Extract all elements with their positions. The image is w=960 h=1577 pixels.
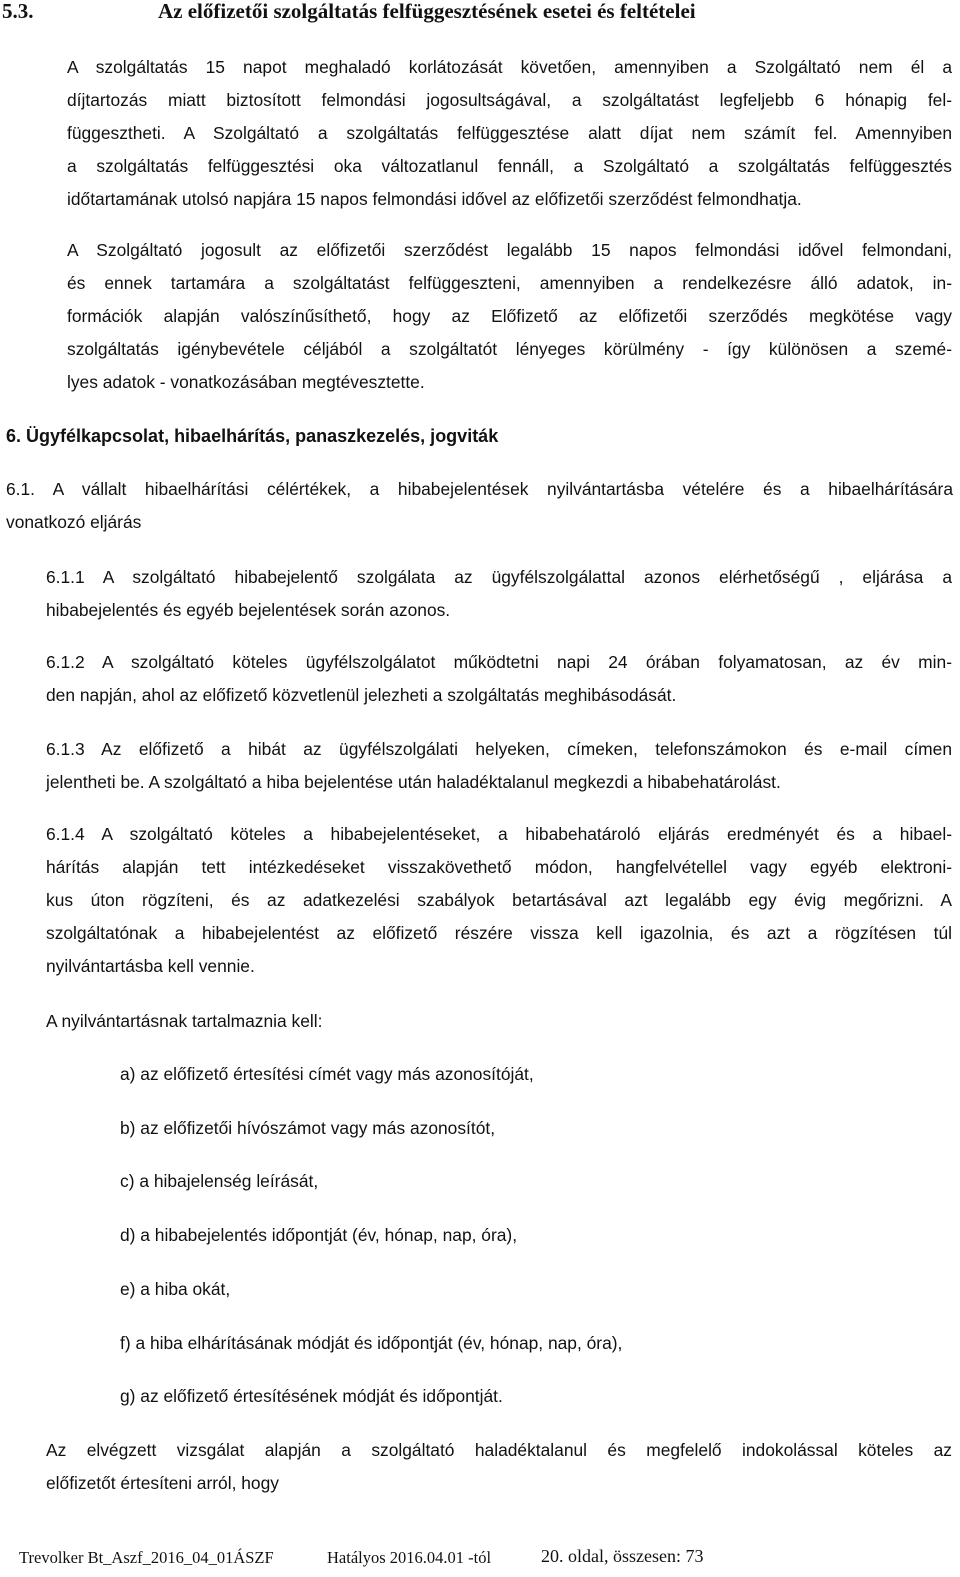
paragraph-line: lyes adatok - vonatkozásában megtévesztette.: [67, 372, 425, 392]
section-number-5-3: 5.3.: [2, 0, 34, 23]
list-item: g) az előfizető értesítésének módját és időpontját.: [120, 1386, 503, 1406]
paragraph-line: szolgáltatás igénybevétele céljából a szolgáltatót lényeges körülmény - így különösen a szemé-: [67, 339, 952, 359]
list-item: d) a hibabejelentés időpontját (év, hónap, nap, óra),: [120, 1225, 518, 1245]
paragraph-line: 6.1.2 A szolgáltató köteles ügyfélszolgálatot működtetni napi 24 órában folyamatosan, az év min-: [46, 652, 952, 672]
list-item: a) az előfizető értesítési címét vagy más azonosítóját,: [120, 1064, 534, 1084]
paragraph-line: 6.1.4 A szolgáltató köteles a hibabejelentéseket, a hibabehatároló eljárás eredményét és a hibael-: [46, 824, 952, 844]
paragraph-line: Az elvégzett vizsgálat alapján a szolgáltató haladéktalanul és megfelelő indokolással köteles az: [46, 1440, 952, 1460]
paragraph-line: és ennek tartamára a szolgáltatást felfüggeszteni, amennyiben a rendelkezésre álló adatok, in-: [67, 273, 952, 293]
list-item: b) az előfizetői hívószámot vagy más azonosítót,: [120, 1118, 496, 1138]
paragraph-line: előfizetőt értesíteni arról, hogy: [46, 1473, 279, 1493]
list-intro: A nyilvántartásnak tartalmaznia kell:: [46, 1011, 323, 1031]
paragraph-line: időtartamának utolsó napjára 15 napos felmondási idővel az előfizetői szerződést felmondhatja.: [67, 189, 802, 209]
section-title-6: 6. Ügyfélkapcsolat, hibaelhárítás, panaszkezelés, jogviták: [6, 426, 499, 446]
list-item: e) a hiba okát,: [120, 1279, 231, 1299]
paragraph-line: függesztheti. A Szolgáltató a szolgáltatás felfüggesztése alatt díjat nem számít fel. Amennyiben: [67, 123, 952, 143]
footer-doc-id: Trevolker Bt_Aszf_2016_04_01ÁSZF: [19, 1548, 274, 1567]
paragraph-line: díjtartozás miatt biztosított felmondási jogosultságával, a szolgáltatást legfeljebb 6 hónapig fel-: [67, 90, 952, 110]
section-title-5-3: Az előfizetői szolgáltatás felfüggesztésének esetei és feltételei: [158, 0, 696, 23]
paragraph-line: 6.1.1 A szolgáltató hibabejelentő szolgálata az ügyfélszolgálattal azonos elérhetőségű , eljárása a: [46, 567, 952, 587]
footer-page-number: 20. oldal, összesen: 73: [541, 1546, 704, 1566]
paragraph-line: hárítás alapján tett intézkedéseket visszakövethető módon, hangfelvétellel vagy egyéb elektroni-: [46, 857, 952, 877]
paragraph-line: jelentheti be. A szolgáltató a hiba bejelentése után haladéktalanul megkezdi a hibabehatárolást.: [46, 772, 781, 792]
list-item: f) a hiba elhárításának módját és időpontját (év, hónap, nap, óra),: [120, 1333, 623, 1353]
paragraph-line: formációk alapján valószínűsíthető, hogy az Előfizető az előfizetői szerződés megkötése vagy: [67, 306, 952, 326]
paragraph-line: 6.1.3 Az előfizető a hibát az ügyfélszolgálati helyeken, címeken, telefonszámokon és e-mail címen: [46, 739, 952, 759]
paragraph-line: a szolgáltatás felfüggesztési oka változatlanul fennáll, a Szolgáltató a szolgáltatás felfüggesztés: [67, 156, 952, 176]
subsection-title-6-1: 6.1. A vállalt hibaelhárítási célértékek, a hibabejelentések nyilvántartásba vételére és a hibaelhárítására: [6, 479, 953, 499]
list-item: c) a hibajelenség leírását,: [120, 1171, 319, 1191]
paragraph-line: A Szolgáltató jogosult az előfizetői szerződést legalább 15 napos felmondási idővel felmondani,: [67, 240, 952, 260]
paragraph-line: kus úton rögzíteni, és az adatkezelési szabályok betartásával azt legalább egy évig megőrizni. A: [46, 890, 952, 910]
paragraph-line: nyilvántartásba kell vennie.: [46, 956, 255, 976]
paragraph-line: szolgáltatónak a hibabejelentést az előfizető részére vissza kell igazolnia, és azt a rögzítésen túl: [46, 923, 952, 943]
paragraph-line: A szolgáltatás 15 napot meghaladó korlátozását követően, amennyiben a Szolgáltató nem él a: [67, 57, 952, 77]
paragraph-line: hibabejelentés és egyéb bejelentések során azonos.: [46, 600, 451, 620]
subsection-title-6-1: vonatkozó eljárás: [6, 512, 142, 532]
paragraph-line: den napján, ahol az előfizető közvetlenül jelezheti a szolgáltatás meghibásodását.: [46, 685, 677, 705]
footer-valid-from: Hatályos 2016.04.01 -tól: [327, 1548, 492, 1567]
